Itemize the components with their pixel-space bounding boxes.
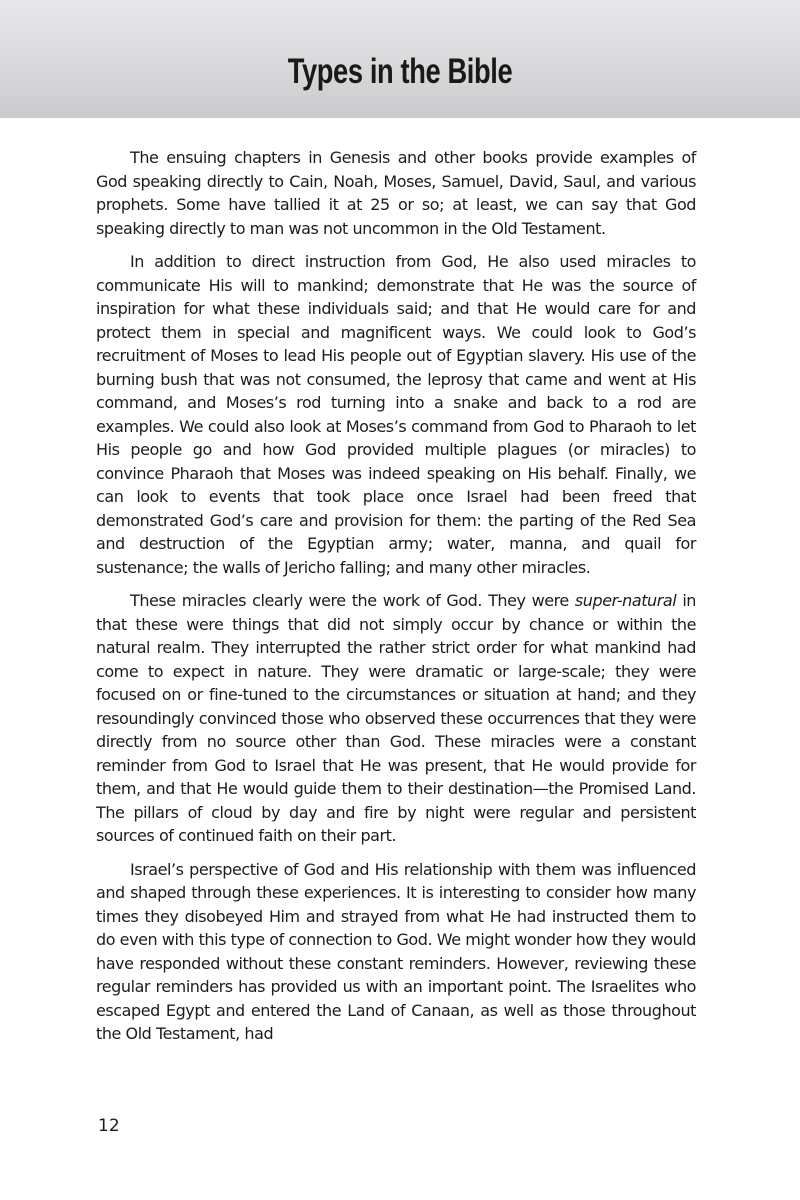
emphasized-term: super-natural	[574, 591, 677, 610]
paragraph-2: In addition to direct instruction from God, He also used miracles to communicate His will to mankind; demonstrate that He was the source of inspiration for what these individuals said; and that He would care for and protect them in special and magnificent ways. We could look to God’s recruitment of Moses to lead His people out of Egyptian slavery. His use of the burning bush that was not consumed, the leprosy that came and went at His command, and Moses’s rod turning into a snake and back to a rod are examples. We could also look at Moses’s command from God to Pharaoh to let His people go and how God provided multiple plagues (or miracles) to convince Pharaoh that Moses was indeed speaking on His behalf. Finally, we can look to events that took place once Israel had been freed that demonstrated God’s care and provision for them: the parting of the Red Sea and destruction of the Egyptian army; water, manna, and quail for sustenance; the walls of Jericho falling; and many other miracles.	[96, 252, 696, 577]
chapter-header-band	[0, 0, 800, 118]
paragraph-3-rest: in that these were things that did not simply occur by chance or within the natural realm. They interrupted the rather strict order for what mankind had come to expect in nature. They were dramatic or large-scale; they were focused on or fine-tuned to the circumstances or situation at hand; and they resoundingly convinced those who observed these occurrences that they were directly from no source other than God. These miracles were a constant reminder from God to Israel that He was present, that He would provide for them, and that He would guide them to their destination—the Promised Land. The pillars of cloud by day and fire by night were regular and persistent sources of continued faith on their part.	[96, 591, 696, 845]
body-text	[96, 146, 696, 1056]
paragraph-1: The ensuing chapters in Genesis and other books provide examples of God speaking directly to Cain, Noah, Moses, Samuel, David, Saul, and various prophets. Some have tallied it at 25 or so; at least, we can say that God speaking directly to man was not uncommon in the Old Testament.	[96, 148, 696, 238]
paragraph-4: Israel’s perspective of God and His relationship with them was influenced and shaped through these experiences. It is interesting to consider how many times they disobeyed Him and strayed from what He had instructed them to do even with this type of connection to God. We might wonder how they would have responded without these constant reminders. However, reviewing these regular reminders has provided us with an important point. The Israelites who escaped Egypt and entered the Land of Canaan, as well as those throughout the Old Testament, had	[96, 859, 696, 1043]
paragraph-3	[96, 589, 696, 848]
paragraph-3-lead: These miracles clearly were the work of God. They were	[130, 591, 575, 610]
page-title: Types in the Bible	[287, 52, 513, 91]
page-number: 12	[98, 1116, 120, 1136]
